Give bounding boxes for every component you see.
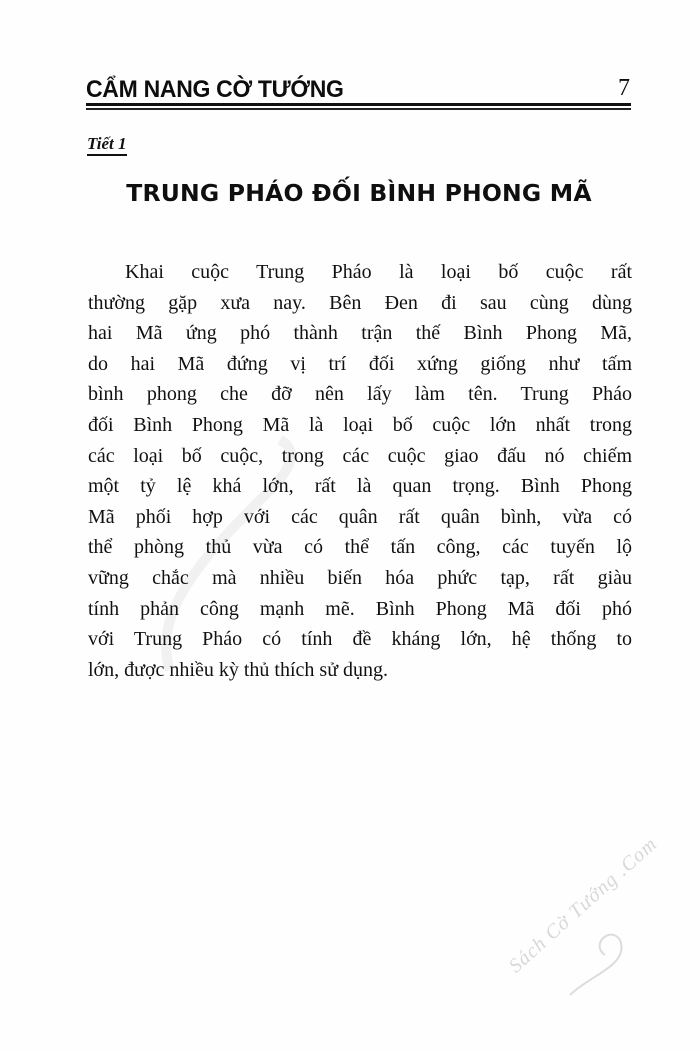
paragraph-line: tính phản công mạnh mẽ. Bình Phong Mã đối phó xyxy=(88,597,632,620)
body-paragraph xyxy=(88,257,632,685)
chapter-title: TRUNG PHÁO ĐỐI BÌNH PHONG MÃ xyxy=(126,179,592,207)
paragraph-line: các loại bố cuộc, trong các cuộc giao đấu nó chiếm xyxy=(88,444,632,467)
paragraph-line: một tỷ lệ khá lớn, rất là quan trọng. Bình Phong xyxy=(88,475,632,498)
paragraph-line: hai Mã ứng phó thành trận thế Bình Phong Mã, xyxy=(88,322,632,345)
paragraph-line: thể phòng thủ vừa có thể tấn công, các tuyến lộ xyxy=(88,536,632,559)
paragraph-line: đối Bình Phong Mã là loại bố cuộc lớn nhất trong xyxy=(88,413,632,436)
paragraph-line: Khai cuộc Trung Pháo là loại bố cuộc rất xyxy=(125,261,632,283)
paragraph-line: lớn, được nhiều kỳ thủ thích sử dụng. xyxy=(88,658,389,681)
paragraph-line: vững chắc mà nhiều biến hóa phức tạp, rất giàu xyxy=(88,566,632,589)
paragraph-line: Mã phối hợp với các quân rất quân bình, vừa có xyxy=(88,505,632,528)
watermark-flourish-icon xyxy=(560,925,640,1005)
running-header xyxy=(86,74,632,104)
header-double-rule xyxy=(86,103,631,110)
page-number: 7 xyxy=(618,75,630,101)
paragraph-line: bình phong che đỡ nên lấy làm tên. Trung Pháo xyxy=(88,383,632,406)
paragraph-line: với Trung Pháo có tính đề kháng lớn, hệ thống to xyxy=(88,628,632,651)
book-title: CẨM NANG CỜ TƯỚNG xyxy=(86,75,344,103)
watermark-text: Sách Cờ Tướng .Com xyxy=(504,832,662,978)
paragraph-line: thường gặp xưa nay. Bên Đen đi sau cùng dùng xyxy=(88,291,632,314)
paragraph-line: do hai Mã đứng vị trí đối xứng giống như tấm xyxy=(88,352,632,375)
header-rule-thick xyxy=(86,103,631,106)
section-label: Tiết 1 xyxy=(87,134,127,156)
header-rule-thin xyxy=(86,108,631,110)
